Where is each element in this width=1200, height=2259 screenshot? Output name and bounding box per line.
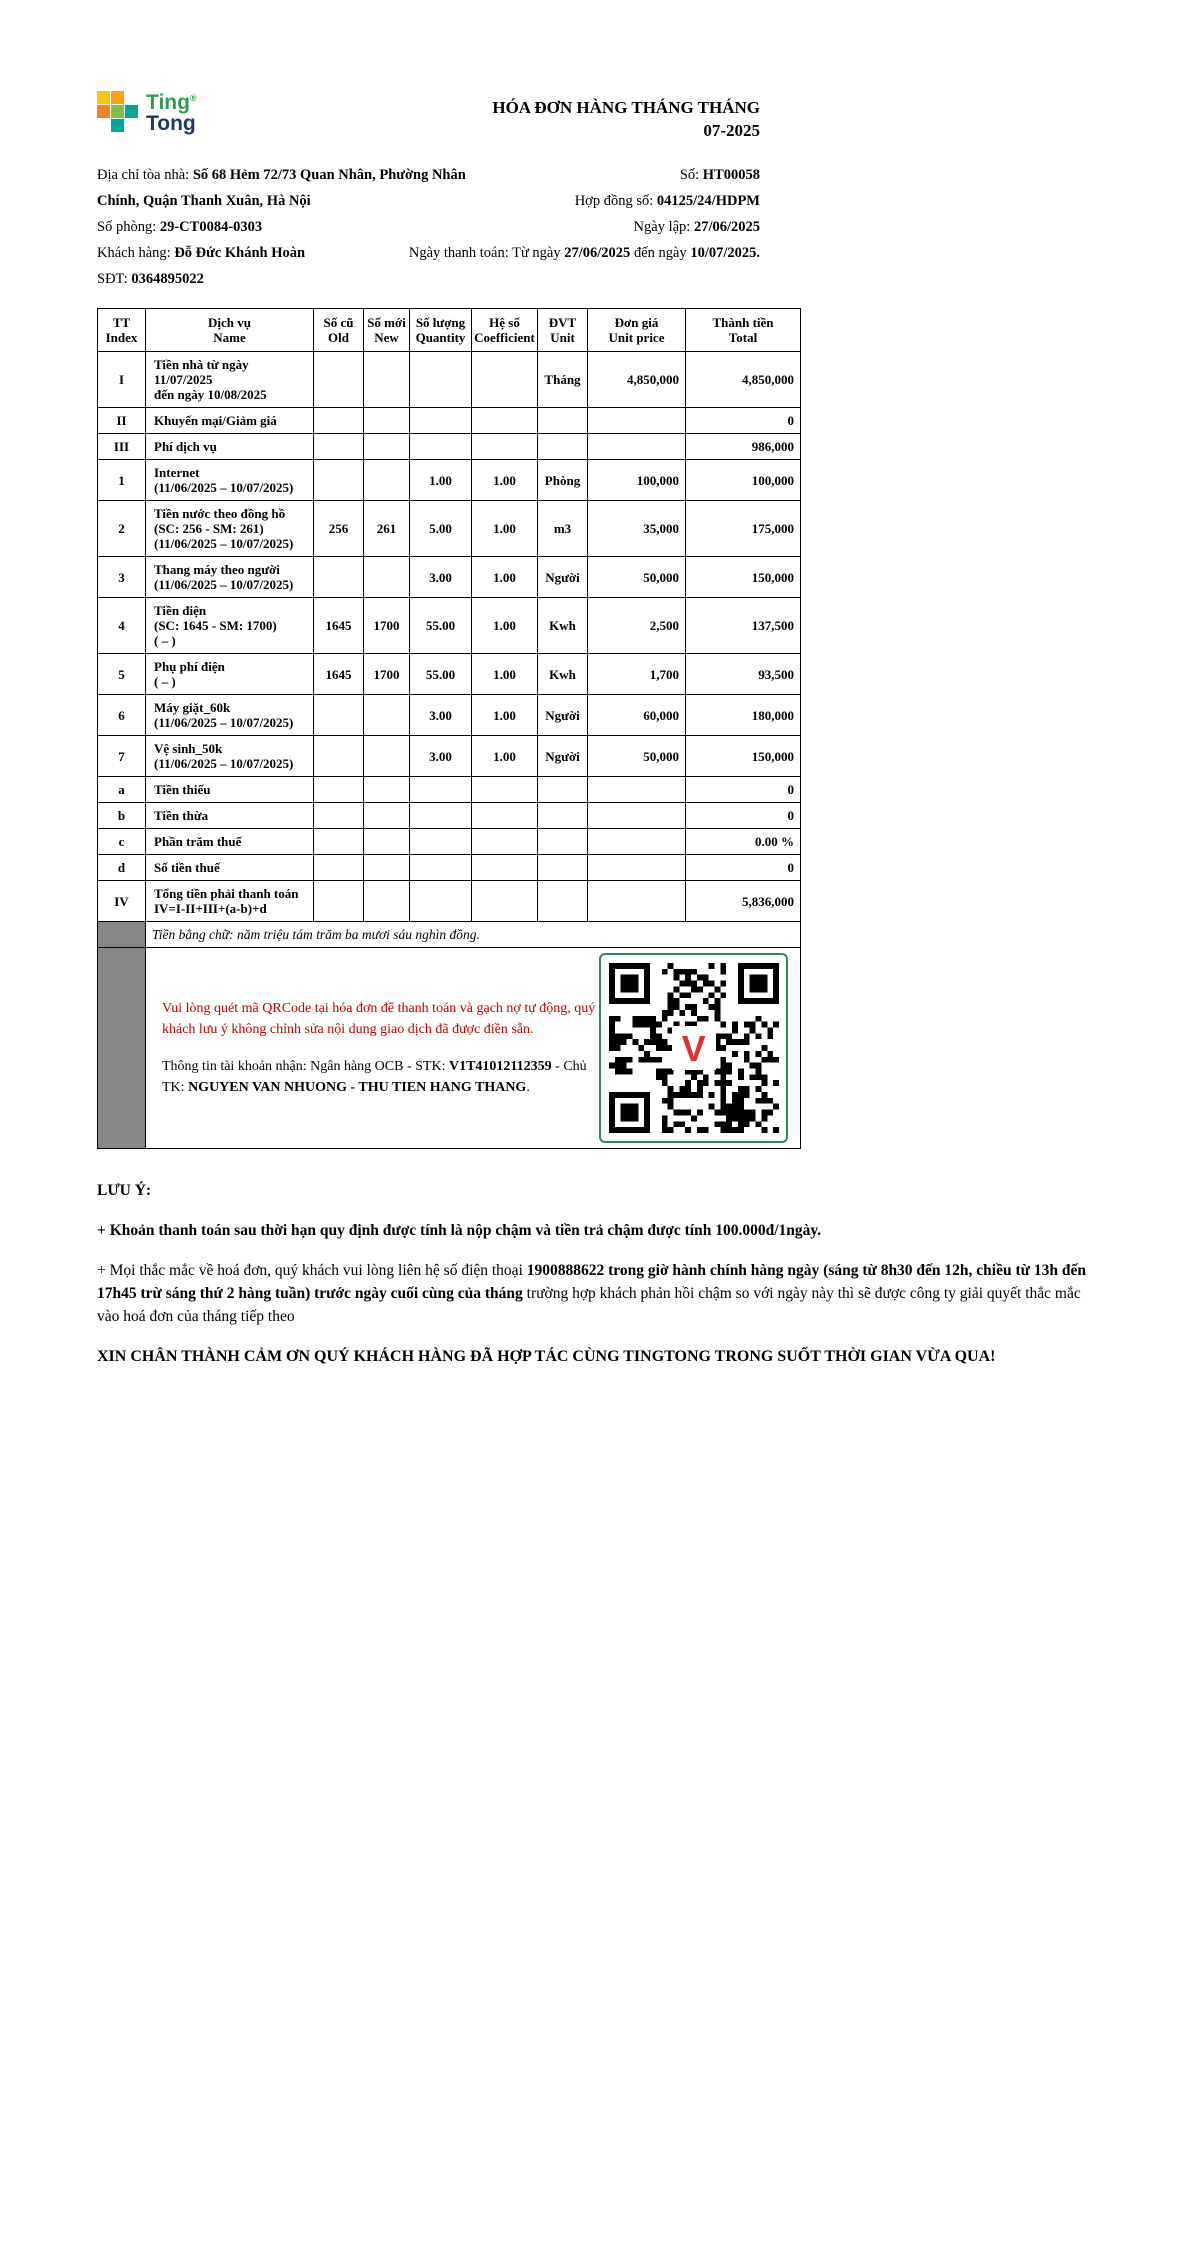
cell-coeff: 1.00 [472, 557, 538, 598]
cell-total: 0.00 % [686, 829, 801, 855]
text-segment: trước ngày cuối cùng của tháng [310, 1285, 523, 1302]
cell-old [314, 881, 364, 922]
cell-tt: 1 [98, 460, 146, 501]
invoice-content [97, 88, 1103, 1385]
cell-name: Tổng tiền phải thanh toán IV=I-II+III+(a-b)+d [146, 881, 314, 922]
cell-unit [538, 777, 588, 803]
cell-price: 35,000 [588, 501, 686, 557]
cell-total: 0 [686, 408, 801, 434]
cell-unit: Tháng [538, 352, 588, 408]
qr-scan-note: Vui lòng quét mã QRCode tại hóa đơn để thanh toán và gạch nợ tự động, quý khách lưu ý không chỉnh sửa nội dung giao dịch đã được điền sẵn. [162, 1001, 596, 1037]
cell-qty: 3.00 [410, 736, 472, 777]
thank-you-note [97, 1345, 1103, 1368]
text-segment: Ngày lập: [633, 219, 694, 235]
cell-price [588, 881, 686, 922]
cell-new: 1700 [364, 654, 410, 695]
cell-tt: 7 [98, 736, 146, 777]
cell-qty: 55.00 [410, 654, 472, 695]
cell-coeff [472, 803, 538, 829]
info-line [409, 162, 760, 188]
header-cell: Số lượng Quantity [410, 309, 472, 352]
cell-coeff: 1.00 [472, 736, 538, 777]
cell-old [314, 736, 364, 777]
grey-cell [98, 922, 146, 948]
cell-qty [410, 434, 472, 460]
text-segment: SĐT: [97, 271, 132, 287]
text-segment: + Khoản thanh toán sau thời hạn quy định được tính là nộp chậm và tiền trả chậm được tính 100.000đ/1ngày. [97, 1222, 822, 1239]
cell-old [314, 855, 364, 881]
cell-tt: 6 [98, 695, 146, 736]
cell-new [364, 855, 410, 881]
cell-tt: b [98, 803, 146, 829]
cell-name: Phụ phí điện ( – ) [146, 654, 314, 695]
cell-new [364, 352, 410, 408]
invoice-header [97, 88, 760, 142]
text-segment: Địa chỉ tòa nhà: [97, 167, 193, 183]
cell-name: Tiền nhà từ ngày 11/07/2025 đến ngày 10/08/2025 [146, 352, 314, 408]
table-row [98, 695, 801, 736]
cell-qty [410, 803, 472, 829]
invoice-title: HÓA ĐƠN HÀNG THÁNG THÁNG 07-2025 [492, 98, 760, 140]
text-segment: HT00058 [702, 167, 760, 183]
cell-name: Máy giặt_60k (11/06/2025 – 10/07/2025) [146, 695, 314, 736]
text-segment: . [526, 1080, 530, 1095]
cell-coeff: 1.00 [472, 654, 538, 695]
header-cell: Số mới New [364, 309, 410, 352]
cell-tt: 2 [98, 501, 146, 557]
cell-total: 175,000 [686, 501, 801, 557]
cell-old [314, 352, 364, 408]
cell-new [364, 408, 410, 434]
cell-old [314, 460, 364, 501]
cell-coeff: 1.00 [472, 501, 538, 557]
text-segment: Hợp đồng số: [574, 193, 657, 209]
cell-qty: 55.00 [410, 598, 472, 654]
text-segment: - Chủ TK: [162, 1059, 587, 1095]
cell-name: Tiền thiếu [146, 777, 314, 803]
logo-pixel [111, 119, 124, 132]
text-segment: 1900888622 trong giờ hành chính hàng ngày (sáng từ 8h30 đến 12h, chiều từ 13h đến 17h45 trừ sáng thứ 2 hàng tuần) [97, 1262, 1086, 1302]
cell-unit: Phòng [538, 460, 588, 501]
amount-in-words-cell [146, 922, 801, 948]
info-line [409, 214, 760, 240]
text-segment: Số: [679, 167, 703, 183]
cell-unit [538, 803, 588, 829]
logo-pixel [125, 119, 138, 132]
late-payment-note [97, 1219, 1103, 1242]
brand-ting-line [146, 88, 197, 113]
table-row [98, 777, 801, 803]
logo-pixel [111, 105, 124, 118]
cell-new [364, 777, 410, 803]
vietqr-logo-icon: V [672, 1026, 716, 1070]
text-segment: V1T41012112359 [448, 1059, 552, 1074]
logo-pixel [97, 91, 110, 104]
cell-coeff [472, 434, 538, 460]
tingtong-logo [97, 88, 197, 142]
tingtong-logo-icon [97, 91, 138, 132]
cell-coeff [472, 829, 538, 855]
cell-coeff: 1.00 [472, 695, 538, 736]
table-row [98, 654, 801, 695]
cell-new [364, 434, 410, 460]
cell-price: 1,700 [588, 654, 686, 695]
cell-qty: 3.00 [410, 557, 472, 598]
cell-tt: I [98, 352, 146, 408]
text-segment: Thông tin tài khoản nhận: Ngân hàng OCB - STK: [162, 1059, 449, 1074]
cell-old [314, 434, 364, 460]
cell-price [588, 829, 686, 855]
cell-coeff [472, 855, 538, 881]
text-segment: 10/07/2025. [690, 245, 760, 261]
cell-total: 137,500 [686, 598, 801, 654]
cell-price [588, 855, 686, 881]
cell-tt: II [98, 408, 146, 434]
header-cell: Thành tiền Total [686, 309, 801, 352]
cell-unit: Kwh [538, 654, 588, 695]
cell-qty: 1.00 [410, 460, 472, 501]
cell-total: 180,000 [686, 695, 801, 736]
text-segment: Khách hàng: [97, 245, 175, 261]
amount-in-words: Tiền bằng chữ: năm triệu tám trăm ba mươi sáu nghìn đồng. [152, 927, 480, 942]
cell-coeff [472, 777, 538, 803]
cell-old: 256 [314, 501, 364, 557]
brand-tong: Tong [146, 112, 196, 135]
qr-row [98, 948, 801, 1149]
text-segment: Đỗ Đức Khánh Hoàn [174, 245, 306, 261]
cell-old [314, 777, 364, 803]
table-footer [98, 922, 801, 1149]
cell-price [588, 434, 686, 460]
text-segment: đến ngày [630, 245, 691, 261]
info-line [97, 266, 477, 292]
cell-tt: d [98, 855, 146, 881]
cell-total: 0 [686, 777, 801, 803]
cell-tt: c [98, 829, 146, 855]
cell-total: 5,836,000 [686, 881, 801, 922]
table-head [98, 309, 801, 352]
cell-tt: a [98, 777, 146, 803]
cell-price: 60,000 [588, 695, 686, 736]
text-segment: 27/06/2025 [564, 245, 631, 261]
cell-name: Tiền thừa [146, 803, 314, 829]
cell-name: Khuyến mại/Giảm giá [146, 408, 314, 434]
table-row [98, 434, 801, 460]
bank-account-info [162, 1056, 599, 1098]
cell-name: Số tiền thuế [146, 855, 314, 881]
text-segment: 04125/24/HDPM [656, 193, 760, 209]
cell-total: 0 [686, 803, 801, 829]
cell-coeff: 1.00 [472, 460, 538, 501]
cell-total: 93,500 [686, 654, 801, 695]
text-segment: 0364895022 [131, 271, 204, 287]
cell-new [364, 460, 410, 501]
cell-tt: 3 [98, 557, 146, 598]
cell-old [314, 803, 364, 829]
table-row [98, 557, 801, 598]
hotline-note [97, 1259, 1103, 1328]
table-row [98, 829, 801, 855]
grey-cell [98, 948, 146, 1149]
table-row [98, 352, 801, 408]
cell-coeff [472, 881, 538, 922]
cell-price: 4,850,000 [588, 352, 686, 408]
cell-new [364, 736, 410, 777]
logo-pixel [111, 91, 124, 104]
table-header-row [98, 309, 801, 352]
table-row [98, 736, 801, 777]
notes-heading: LƯU Ý: [97, 1182, 152, 1199]
registered-mark-icon: ® [189, 93, 197, 103]
text-segment: XIN CHÂN THÀNH CẢM ƠN QUÝ KHÁCH HÀNG ĐÃ HỢP TÁC CÙNG TINGTONG TRONG SUỐT THỜI GIAN VỪA QUA! [97, 1348, 996, 1365]
cell-name: Tiền nước theo đồng hồ (SC: 256 - SM: 261) (11/06/2025 – 10/07/2025) [146, 501, 314, 557]
cell-unit: Kwh [538, 598, 588, 654]
cell-new [364, 695, 410, 736]
cell-new [364, 803, 410, 829]
cell-unit: m3 [538, 501, 588, 557]
cell-total: 150,000 [686, 736, 801, 777]
cell-qty [410, 352, 472, 408]
cell-unit [538, 855, 588, 881]
cell-old [314, 408, 364, 434]
cell-qty [410, 829, 472, 855]
cell-qty [410, 881, 472, 922]
cell-price: 2,500 [588, 598, 686, 654]
cell-qty [410, 408, 472, 434]
cell-unit [538, 434, 588, 460]
table-row [98, 881, 801, 922]
header-cell: Số cũ Old [314, 309, 364, 352]
cell-old [314, 695, 364, 736]
logo-pixel [125, 91, 138, 104]
cell-coeff [472, 408, 538, 434]
cell-new: 1700 [364, 598, 410, 654]
cell-new [364, 881, 410, 922]
cell-new: 261 [364, 501, 410, 557]
cell-name: Phần trăm thuế [146, 829, 314, 855]
cell-price: 100,000 [588, 460, 686, 501]
cell-tt: III [98, 434, 146, 460]
logo-pixel [97, 119, 110, 132]
header-cell: TT Index [98, 309, 146, 352]
table-row [98, 803, 801, 829]
tingtong-logo-text [146, 88, 197, 134]
qr-area-cell [146, 948, 801, 1149]
qr-code [599, 953, 788, 1143]
cell-unit: Người [538, 736, 588, 777]
cell-old: 1645 [314, 598, 364, 654]
notes-section [97, 1179, 1103, 1368]
cell-tt: IV [98, 881, 146, 922]
cell-price: 50,000 [588, 736, 686, 777]
info-right-column [409, 162, 760, 266]
cell-unit [538, 408, 588, 434]
cell-qty: 5.00 [410, 501, 472, 557]
cell-price: 50,000 [588, 557, 686, 598]
header-cell: Dịch vụ Name [146, 309, 314, 352]
cell-old [314, 557, 364, 598]
cell-name: Internet (11/06/2025 – 10/07/2025) [146, 460, 314, 501]
info-line [409, 188, 760, 214]
cell-name: Vệ sinh_50k (11/06/2025 – 10/07/2025) [146, 736, 314, 777]
invoice-table [97, 308, 801, 1149]
invoice-info [97, 162, 760, 292]
cell-unit [538, 881, 588, 922]
cell-old [314, 829, 364, 855]
text-segment: Ngày thanh toán: Từ ngày [408, 245, 565, 261]
table-row [98, 408, 801, 434]
cell-price [588, 803, 686, 829]
cell-total: 986,000 [686, 434, 801, 460]
cell-coeff: 1.00 [472, 598, 538, 654]
text-segment: trường hợp khách phản hồi chậm so với ngày này thì sẽ được công ty giải quyết thắc mắc vào hoá đơn của tháng tiếp theo [97, 1285, 1081, 1325]
table-row [98, 501, 801, 557]
cell-new [364, 829, 410, 855]
qr-area [152, 953, 794, 1143]
cell-total: 4,850,000 [686, 352, 801, 408]
text-segment: 29-CT0084-0303 [159, 219, 263, 235]
header-cell: ĐVT Unit [538, 309, 588, 352]
info-line [409, 240, 760, 266]
payment-instructions [152, 998, 599, 1098]
cell-tt: 5 [98, 654, 146, 695]
cell-total: 100,000 [686, 460, 801, 501]
cell-total: 150,000 [686, 557, 801, 598]
logo-pixel [97, 105, 110, 118]
cell-name: Phí dịch vụ [146, 434, 314, 460]
cell-unit: Người [538, 557, 588, 598]
cell-unit [538, 829, 588, 855]
cell-qty [410, 777, 472, 803]
text-segment: Số phòng: [97, 219, 160, 235]
header-cell: Hệ số Coefficient [472, 309, 538, 352]
logo-pixel [125, 105, 138, 118]
cell-price [588, 777, 686, 803]
brand-ting: Ting [146, 91, 190, 114]
text-segment: Số 68 Hẻm 72/73 Quan Nhân, Phường Nhân Chính, Quận Thanh Xuân, Hà Nội [97, 167, 466, 209]
table-row [98, 598, 801, 654]
text-segment: + Mọi thắc mắc về hoá đơn, quý khách vui lòng liên hệ số điện thoại [97, 1262, 527, 1279]
cell-old: 1645 [314, 654, 364, 695]
table-body [98, 352, 801, 922]
cell-qty: 3.00 [410, 695, 472, 736]
cell-total: 0 [686, 855, 801, 881]
cell-unit: Người [538, 695, 588, 736]
cell-new [364, 557, 410, 598]
text-segment: NGUYEN VAN NHUONG - THU TIEN HANG THANG [188, 1080, 527, 1095]
table-row [98, 460, 801, 501]
header-cell: Đơn giá Unit price [588, 309, 686, 352]
cell-price [588, 408, 686, 434]
table-row [98, 855, 801, 881]
cell-name: Tiền điện (SC: 1645 - SM: 1700) ( – ) [146, 598, 314, 654]
cell-qty [410, 855, 472, 881]
text-segment: 27/06/2025 [693, 219, 760, 235]
cell-name: Thang máy theo người (11/06/2025 – 10/07/2025) [146, 557, 314, 598]
amount-in-words-row [98, 922, 801, 948]
cell-coeff [472, 352, 538, 408]
cell-tt: 4 [98, 598, 146, 654]
